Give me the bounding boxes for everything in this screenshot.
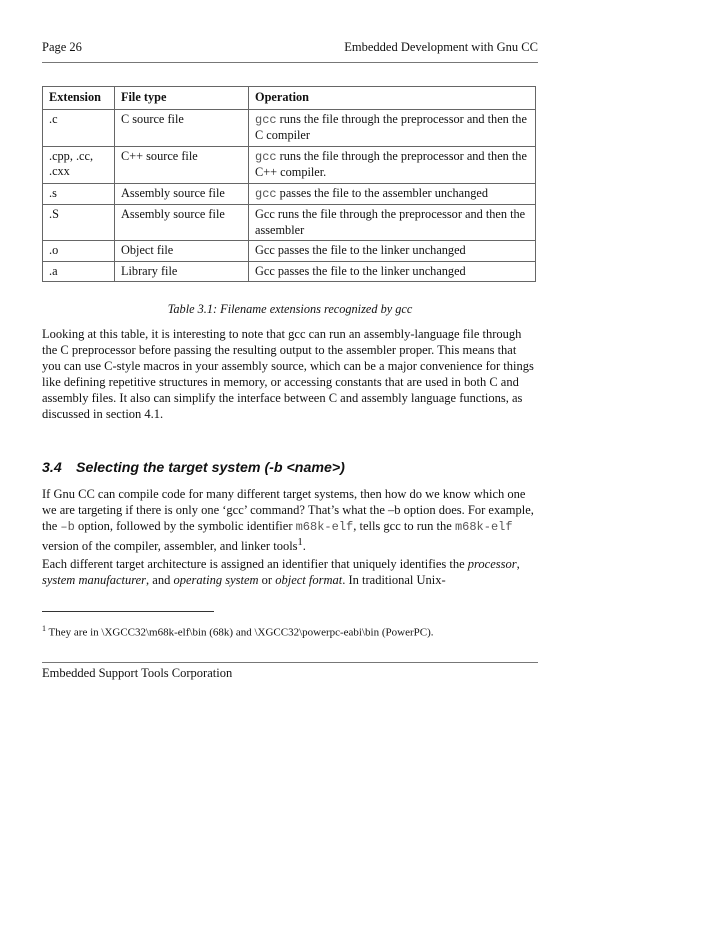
operation-cell: [249, 183, 536, 205]
footnote-mark: 1: [42, 624, 46, 633]
operation-cell: [249, 205, 536, 241]
footnote-reference: 1: [297, 537, 303, 548]
operation-cell: [249, 241, 536, 262]
table-body: [43, 109, 536, 282]
paragraph: [42, 556, 538, 588]
footnote-text: They are in \XGCC32\m68k-elf\bin (68k) and \XGCC32\powerpc-eabi\bin (PowerPC).: [46, 626, 434, 639]
text-run: , and: [146, 573, 174, 587]
text-run: Gcc runs the file through the preprocessor and then the assembler: [255, 207, 526, 237]
text-run: version of the compiler, assembler, and linker tools: [42, 539, 298, 554]
column-header: File type: [115, 87, 249, 110]
file-type-cell: Assembly source file: [115, 205, 249, 241]
table-row: [43, 241, 536, 262]
code-run: gcc: [255, 149, 277, 164]
paragraph: Looking at this table, it is interesting to note that gcc can run an assembly-language file through the C preprocessor before passing the resulting output to the assembler proper. This means that you can use C-style macros in your assembly source, which can be a major convenience for things like defining repetitive structures in memory, or accessing constants that are used in both C and assembly files. It also can simplify the interface between C and assembly language functions, as discussed in section 4.1.: [42, 327, 534, 421]
table-row: [43, 146, 536, 183]
operation-cell: [249, 109, 536, 146]
section-number: 3.4: [42, 460, 62, 476]
file-type-cell: Object file: [115, 241, 249, 262]
emphasis: operating system: [173, 573, 259, 587]
running-header: [42, 40, 538, 58]
book-title: Embedded Development with Gnu CC: [344, 40, 538, 54]
code-run: –b: [60, 520, 75, 534]
section-title: Selecting the target system (-b <name>): [76, 460, 345, 476]
extension-cell: .s: [43, 183, 115, 205]
code-run: m68k-elf: [295, 520, 354, 534]
extension-cell: .a: [43, 261, 115, 282]
table-row: [43, 261, 536, 282]
page-number: Page 26: [42, 40, 82, 54]
column-header: Extension: [43, 87, 115, 110]
operation-cell: [249, 146, 536, 183]
text-run: passes the file to the assembler unchanged: [276, 185, 488, 200]
text-run: Gcc passes the file to the linker unchanged: [255, 243, 466, 257]
header-rule: [42, 62, 538, 63]
extension-cell: .cpp, .cc, .cxx: [43, 146, 115, 183]
operation-cell: [249, 261, 536, 282]
table-row: [43, 109, 536, 146]
code-run: gcc: [255, 186, 277, 201]
text-run: . In traditional Unix-: [342, 573, 446, 587]
table-header-row: [43, 87, 536, 110]
file-type-cell: Assembly source file: [115, 183, 249, 205]
footnote: [42, 624, 538, 639]
text-run: option, followed by the symbolic identifier: [74, 519, 296, 533]
code-run: gcc: [255, 112, 277, 127]
text-run: Gcc passes the file to the linker unchanged: [255, 263, 466, 278]
extensions-table: [42, 86, 536, 282]
text-run: .: [302, 539, 306, 554]
emphasis: object format: [275, 573, 343, 587]
file-type-cell: Library file: [115, 261, 249, 282]
running-footer: Embedded Support Tools Corporation: [42, 666, 233, 680]
extension-cell: .c: [43, 109, 115, 146]
file-type-cell: C++ source file: [115, 146, 249, 183]
section-heading: [42, 460, 345, 476]
code-run: m68k-elf: [454, 520, 513, 534]
table-row: [43, 183, 536, 205]
emphasis: system manufacturer: [42, 573, 147, 587]
text-run: ,: [516, 557, 520, 571]
text-run: Each different target architecture is assigned an identifier that uniquely identifies the: [42, 557, 468, 571]
text-run: runs the file through the preprocessor and then the C++ compiler.: [255, 148, 527, 179]
text-run: runs the file through the preprocessor and then the C compiler: [255, 111, 527, 142]
extension-cell: .S: [43, 205, 115, 241]
text-run: or: [258, 573, 276, 587]
column-header: Operation: [249, 87, 536, 110]
table-caption: Table 3.1: Filename extensions recognized by gcc: [167, 302, 413, 316]
paragraph: [42, 486, 538, 554]
emphasis: processor: [467, 557, 517, 571]
text-run: If Gnu CC can compile code for many different target systems, then how do we know which one we are targeting if there is only one ‘gcc’ command? That’s what the –b option does. For example, the: [42, 487, 534, 533]
file-type-cell: C source file: [115, 109, 249, 146]
extension-cell: .o: [43, 241, 115, 262]
footer-rule: [42, 662, 538, 663]
table-row: [43, 205, 536, 241]
text-run: , tells gcc to run the: [353, 519, 455, 533]
footnote-rule: [42, 611, 214, 612]
